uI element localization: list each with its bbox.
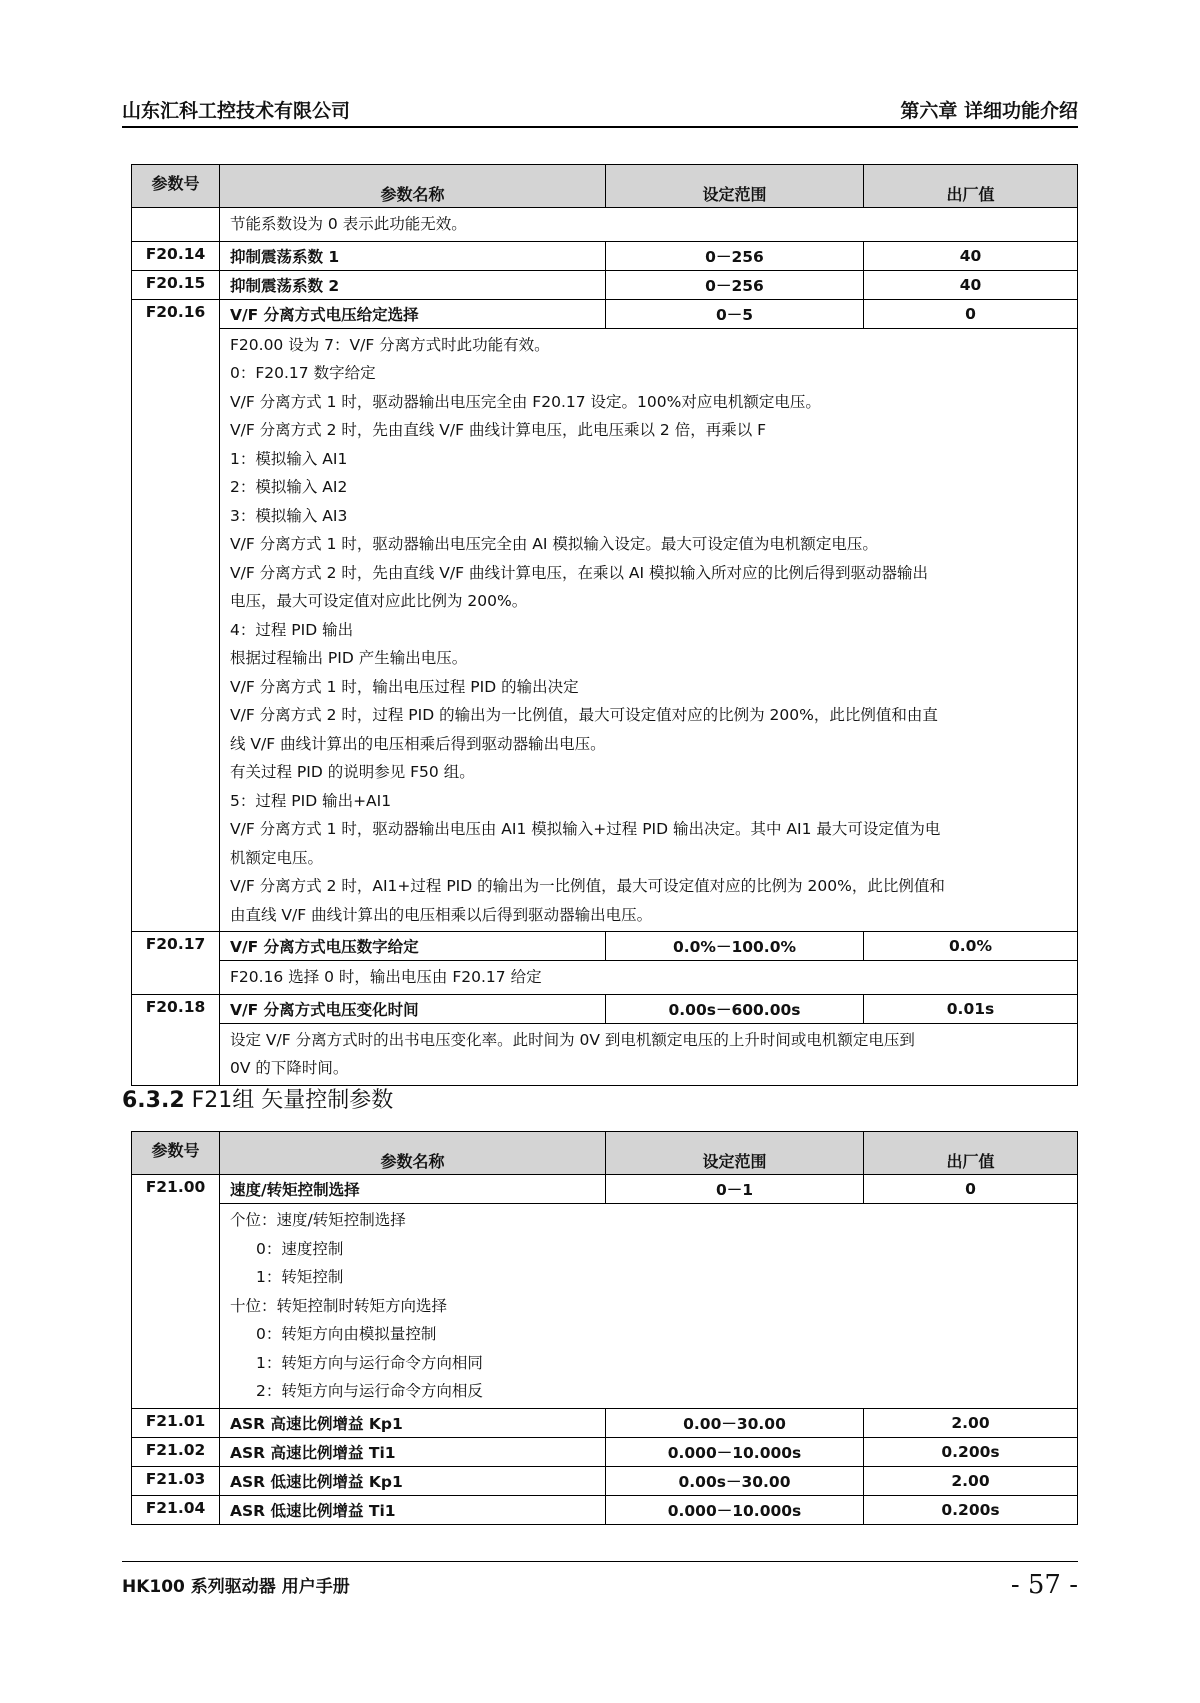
- table-row-param: [132, 1437, 1078, 1466]
- description-line: 电压，最大可设定值对应此比例为 200%。: [230, 592, 528, 610]
- description-line: 1：模拟输入 AI1: [230, 449, 348, 468]
- param-range: 0.00－30.00: [606, 1408, 864, 1437]
- param-default: 2.00: [864, 1466, 1078, 1495]
- param-code: F20.14: [132, 241, 220, 270]
- param-code: F20.17: [132, 932, 220, 995]
- param-name: ASR 高速比例增益 Ti1: [220, 1437, 606, 1466]
- param-default: 0.0%: [864, 932, 1078, 961]
- param-name: V/F 分离方式电压变化时间: [220, 994, 606, 1023]
- param-code-cell: [132, 208, 220, 242]
- description-line: V/F 分离方式 2 时，先由直线 V/F 曲线计算电压，在乘以 AI 模拟输入所对应的比例后得到驱动器输出: [230, 563, 929, 582]
- param-code: F21.03: [132, 1466, 220, 1495]
- page-number: - 57 -: [1010, 1570, 1078, 1600]
- description-line: 0：转矩方向由模拟量控制: [256, 1325, 437, 1343]
- table-row-param: [132, 1495, 1078, 1524]
- description-line: 机额定电压。: [230, 848, 324, 867]
- description-line: 1：转矩方向与运行命令方向相同: [256, 1353, 483, 1372]
- param-default: 0.200s: [864, 1495, 1078, 1524]
- description-line: 3：模拟输入 AI3: [230, 506, 348, 525]
- col-header-code: 参数号: [132, 1132, 220, 1175]
- param-name: ASR 低速比例增益 Kp1: [220, 1466, 606, 1495]
- col-header-name: 参数名称: [220, 165, 606, 208]
- param-table-f21: [131, 1131, 1078, 1525]
- company-name: 山东汇科工控技术有限公司: [122, 100, 351, 122]
- param-name: 抑制震荡系数 1: [220, 241, 606, 270]
- param-default: 0.200s: [864, 1437, 1078, 1466]
- param-name: V/F 分离方式电压数字给定: [220, 932, 606, 961]
- param-name: ASR 高速比例增益 Kp1: [220, 1408, 606, 1437]
- col-header-range: 设定范围: [606, 165, 864, 208]
- param-code: F21.02: [132, 1437, 220, 1466]
- param-code: F21.04: [132, 1495, 220, 1524]
- manual-title: HK100 系列驱动器 用户手册: [122, 1577, 350, 1597]
- table-row-description: [132, 961, 1078, 995]
- table-row-param: [132, 932, 1078, 961]
- col-header-default: 出厂值: [864, 1132, 1078, 1175]
- description-line: V/F 分离方式 1 时，驱动器输出电压完全由 F20.17 设定。100%对应电机额定电压。: [230, 392, 821, 411]
- param-default: 40: [864, 241, 1078, 270]
- description-line: F20.00 设为 7：V/F 分离方式时此功能有效。: [230, 335, 550, 354]
- description-line: V/F 分离方式 2 时，先由直线 V/F 曲线计算电压，此电压乘以 2 倍，再乘以 F: [230, 421, 767, 439]
- page-footer: [122, 1561, 1078, 1600]
- description-line: 十位：转矩控制时转矩方向选择: [230, 1296, 448, 1315]
- table-row-description: [132, 1023, 1078, 1085]
- section-title: F21组 矢量控制参数: [191, 1088, 394, 1113]
- param-description: [220, 961, 1078, 995]
- param-default: 40: [864, 270, 1078, 299]
- description-line: 根据过程输出 PID 产生输出电压。: [230, 649, 468, 667]
- param-range: 0－256: [606, 270, 864, 299]
- table-header-row: [132, 165, 1078, 208]
- param-description: [220, 1023, 1078, 1085]
- col-header-code: 参数号: [132, 165, 220, 208]
- table-row-param: [132, 1175, 1078, 1204]
- param-code: F20.18: [132, 994, 220, 1085]
- param-default: 0: [864, 299, 1078, 328]
- table-row-param: [132, 1408, 1078, 1437]
- param-default: 0: [864, 1175, 1078, 1204]
- table-row-param: [132, 241, 1078, 270]
- col-header-range: 设定范围: [606, 1132, 864, 1175]
- description-line: 2：模拟输入 AI2: [230, 478, 348, 496]
- description-line: 1：转矩控制: [256, 1268, 344, 1286]
- param-range: 0－256: [606, 241, 864, 270]
- param-range: 0.0%－100.0%: [606, 932, 864, 961]
- description-line: 0：F20.17 数字给定: [230, 364, 376, 382]
- description-line: 2：转矩方向与运行命令方向相反: [256, 1382, 483, 1400]
- description-line: V/F 分离方式 1 时，驱动器输出电压完全由 AI 模拟输入设定。最大可设定值为电机额定电压。: [230, 535, 878, 553]
- param-code: F20.16: [132, 299, 220, 932]
- description-line: 有关过程 PID 的说明参见 F50 组。: [230, 763, 475, 781]
- param-range: 0.00s－600.00s: [606, 994, 864, 1023]
- param-name: 速度/转矩控制选择: [220, 1175, 606, 1204]
- description-line: 个位：速度/转矩控制选择: [230, 1211, 406, 1229]
- table-row-continuation: [132, 208, 1078, 242]
- description-line: 4：过程 PID 输出: [230, 620, 354, 639]
- description-line: 由直线 V/F 曲线计算出的电压相乘以后得到驱动器输出电压。: [230, 905, 653, 924]
- table-row-param: [132, 1466, 1078, 1495]
- param-default: 0.01s: [864, 994, 1078, 1023]
- param-range: 0－5: [606, 299, 864, 328]
- table-row-description: [132, 328, 1078, 932]
- table-row-description: [132, 1204, 1078, 1409]
- col-header-name: 参数名称: [220, 1132, 606, 1175]
- table-row-param: [132, 994, 1078, 1023]
- description-line: 5：过程 PID 输出+AI1: [230, 791, 392, 810]
- description-line: F20.16 选择 0 时，输出电压由 F20.17 给定: [230, 968, 542, 986]
- description-line: V/F 分离方式 2 时，AI1+过程 PID 的输出为一比例值，最大可设定值对应的比例为 200%，此比例值和: [230, 877, 945, 895]
- param-code: F21.01: [132, 1408, 220, 1437]
- param-table-f20: [131, 164, 1078, 1086]
- param-range: 0－1: [606, 1175, 864, 1204]
- section-number: 6.3.2: [122, 1088, 185, 1113]
- chapter-title: 第六章 详细功能介绍: [900, 100, 1078, 122]
- param-name: 抑制震荡系数 2: [220, 270, 606, 299]
- param-description: [220, 1204, 1078, 1409]
- param-description: [220, 208, 1078, 242]
- param-range: 0.00s－30.00: [606, 1466, 864, 1495]
- param-range: 0.000－10.000s: [606, 1437, 864, 1466]
- param-name: ASR 低速比例增益 Ti1: [220, 1495, 606, 1524]
- param-range: 0.000－10.000s: [606, 1495, 864, 1524]
- description-line: V/F 分离方式 2 时，过程 PID 的输出为一比例值，最大可设定值对应的比例为 200%，此比例值和由直: [230, 706, 938, 724]
- param-code: F20.15: [132, 270, 220, 299]
- description-line: 设定 V/F 分离方式时的出书电压变化率。此时间为 0V 到电机额定电压的上升时间或电机额定电压到: [230, 1030, 915, 1049]
- page-header: [122, 96, 1078, 128]
- description-line: 0V 的下降时间。: [230, 1059, 349, 1077]
- table-header-row: [132, 1132, 1078, 1175]
- section-heading: [122, 1083, 393, 1114]
- param-name: V/F 分离方式电压给定选择: [220, 299, 606, 328]
- param-description: [220, 328, 1078, 932]
- description-line: 线 V/F 曲线计算出的电压相乘后得到驱动器输出电压。: [230, 734, 606, 753]
- table-row-param: [132, 270, 1078, 299]
- param-code: F21.00: [132, 1175, 220, 1409]
- description-line: 0：速度控制: [256, 1239, 344, 1258]
- description-line: V/F 分离方式 1 时，驱动器输出电压由 AI1 模拟输入+过程 PID 输出决定。其中 AI1 最大可设定值为电: [230, 820, 941, 838]
- description-line: 节能系数设为 0 表示此功能无效。: [230, 215, 467, 233]
- table-row-param: [132, 299, 1078, 328]
- param-default: 2.00: [864, 1408, 1078, 1437]
- description-line: V/F 分离方式 1 时，输出电压过程 PID 的输出决定: [230, 677, 579, 696]
- col-header-default: 出厂值: [864, 165, 1078, 208]
